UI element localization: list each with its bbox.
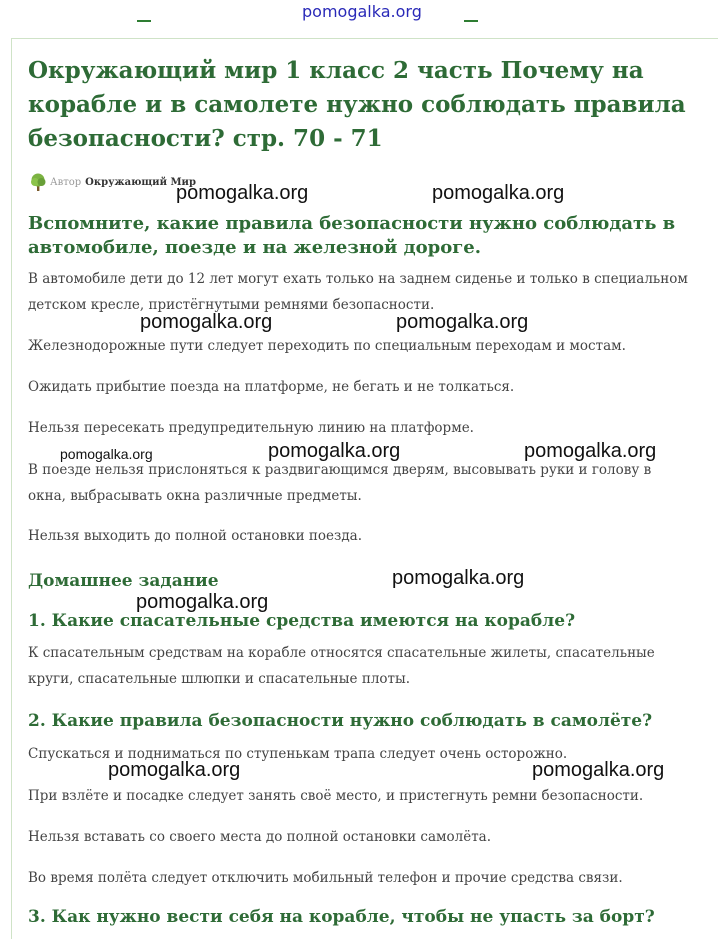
paragraph: Железнодорожные пути следует переходить по специальным переходам и мостам. [28, 338, 626, 354]
page-title: Окружающий мир 1 класс 2 часть Почему на корабле и в самолете нужно соблюдать правила безопасности? стр. 70 - 71 [28, 57, 686, 152]
answer-paragraph: К спасательным средствам на корабле относятся спасательные жилеты, спасательные круги, спасательные шлюпки и спасательные плоты. [28, 645, 655, 687]
answer-paragraph: При взлёте и посадке следует занять своё место, и пристегнуть ремни безопасности. [28, 788, 644, 804]
watermark: pomogalka.org [60, 446, 153, 462]
paragraph: Нельзя выходить до полной остановки поезда. [28, 528, 362, 544]
paragraph: Нельзя пересекать предупредительную линию на платформе. [28, 420, 474, 436]
author-link[interactable]: Окружающий Мир [85, 176, 196, 188]
answer-paragraph: Во время полёта следует отключить мобильный телефон и прочие средства связи. [28, 870, 623, 886]
answer-paragraph: Нельзя вставать со своего места до полной остановки самолёта. [28, 829, 492, 845]
decorative-dash [464, 20, 478, 22]
answer-paragraph: Спускаться и подниматься по ступенькам трапа следует очень осторожно. [28, 746, 568, 762]
question-2-heading: 2. Какие правила безопасности нужно соблюдать в самолёте? [28, 711, 653, 731]
watermark: pomogalka.org [268, 440, 401, 462]
top-bar [0, 0, 718, 28]
author-label: Автор [50, 176, 82, 188]
watermark: pomogalka.org [532, 759, 665, 781]
section-heading-remember: Вспомните, какие правила безопасности нужно соблюдать в автомобиле, поезде и на железной дороге. [28, 213, 676, 258]
author-line [29, 172, 196, 192]
tree-icon [29, 172, 47, 192]
decorative-dash [137, 20, 151, 22]
watermark: pomogalka.org [136, 591, 269, 613]
paragraph: Ожидать прибытие поезда на платформе, не бегать и не толкаться. [28, 379, 515, 395]
watermark: pomogalka.org [432, 182, 565, 204]
homework-heading: Домашнее задание [28, 571, 219, 591]
question-1-heading: 1. Какие спасательные средства имеются на корабле? [28, 611, 576, 631]
watermark: pomogalka.org [392, 567, 525, 589]
watermark: pomogalka.org [524, 440, 657, 462]
paragraph: В поезде нельзя прислоняться к раздвигающимся дверям, высовывать руки и голову в окна, выбрасывать окна различные предметы. [28, 462, 652, 504]
question-3-heading: 3. Как нужно вести себя на корабле, чтобы не упасть за борт? [28, 907, 655, 927]
watermark: pomogalka.org [176, 182, 309, 204]
watermark: pomogalka.org [140, 311, 273, 333]
watermark: pomogalka.org [108, 759, 241, 781]
paragraph: В автомобиле дети до 12 лет могут ехать только на заднем сиденье и только в специальном детском кресле, пристёгнутыми ремнями безопасности. [28, 271, 688, 313]
site-link[interactable]: pomogalka.org [302, 2, 422, 21]
watermark: pomogalka.org [396, 311, 529, 333]
